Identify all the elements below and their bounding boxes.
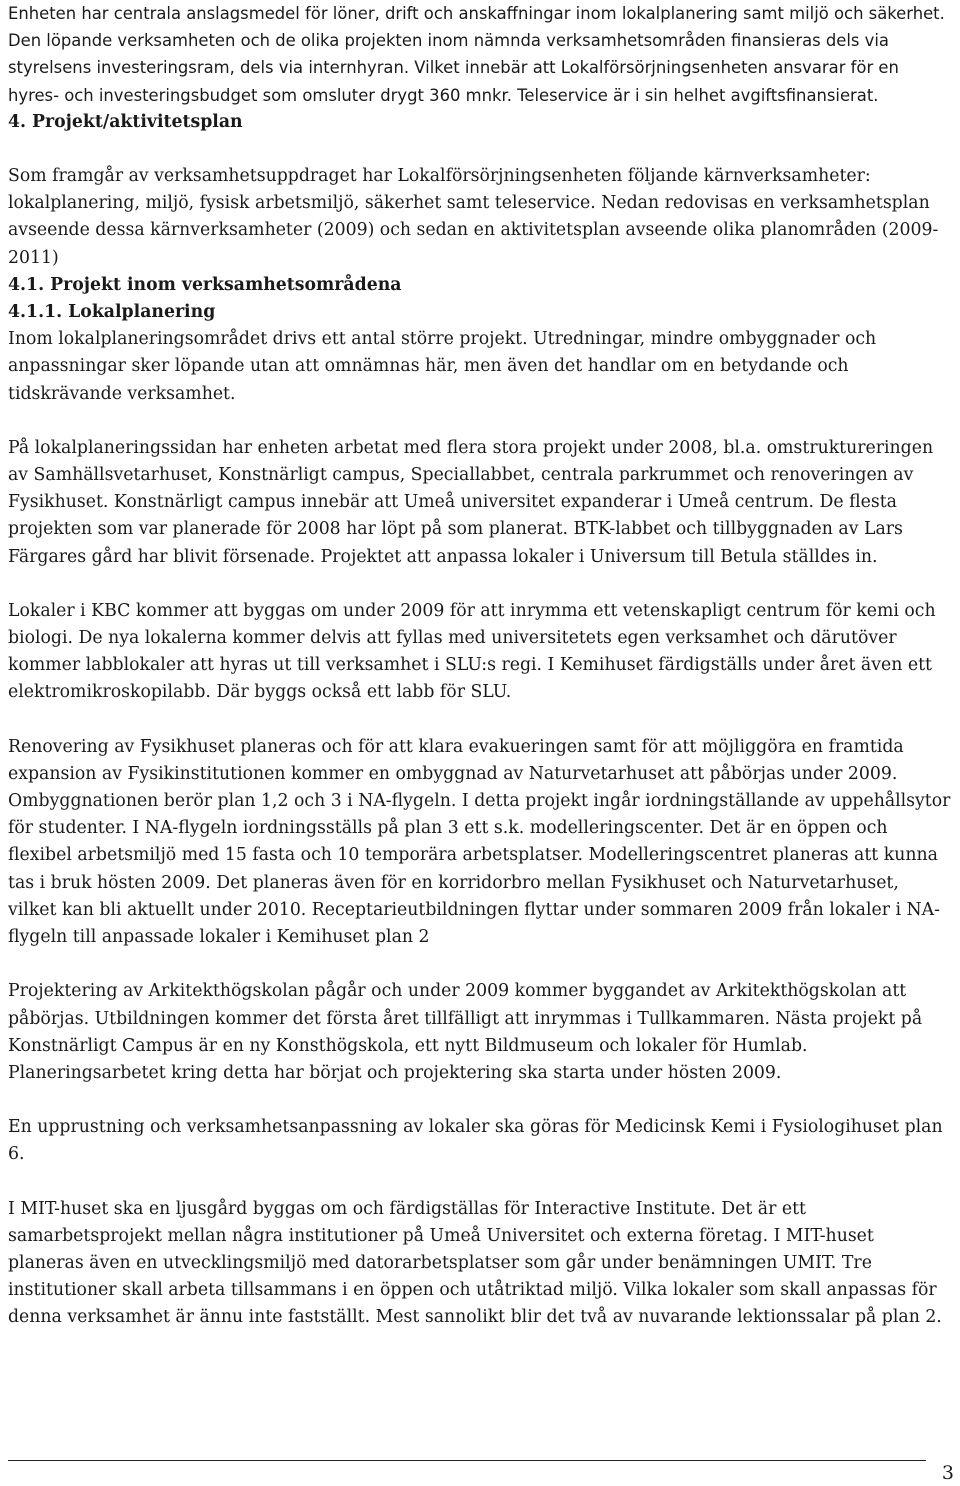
lokalplanering-paragraph-1: Inom lokalplaneringsområdet drivs ett antal större projekt. Utredningar, mindre ombyggnader och anpassningar sker löpande utan att omnämnas här, men även det handlar om en betydande och tidskrävande verksamhet. [8,329,877,404]
page-number: 3 [941,1462,954,1484]
lokalplanering-paragraph-5: Projektering av Arkitekthögskolan pågår och under 2009 kommer byggandet av Arkitekthögskolan att påbörjas. Utbildningen kommer det första året tillfälligt att inrymmas i Tullkammaren. Nästa projekt på Konstnärligt Campus är en ny Konsthögskola, ett nytt Bildmuseum och lokaler för Humlab. Planeringsarbetet kring detta har börjat och projektering ska starta under hösten 2009. [8,981,923,1083]
footer-rule [8,1460,926,1461]
lokalplanering-paragraph-7: I MIT-huset ska en ljusgård byggas om och färdigställas för Interactive Institute. Det är ett samarbetsprojekt mellan några institutioner på Umeå Universitet och externa företag. I MIT-huset planeras även en utvecklingsmiljö med datorarbetsplatser som går under benämningen UMIT. Tre institutioner skall arbeta tillsammans i en öppen och utåtriktad miljö. Vilka lokaler som skall anpassas för denna verksamhet är ännu inte fastställt. Mest sannolikt blir det två av nuvarande lektionssalar på plan 2. [8,1198,942,1328]
section-4-text: Som framgår av verksamhetsuppdraget har Lokalförsörjningsenheten följande kärnverksamheter: lokalplanering, miljö, fysisk arbetsmiljö, säkerhet samt teleservice. Nedan redovisas en verksamhetsplan avseende dessa kärnverksamheter (2009) och sedan en aktivitetsplan avseende olika planområden (2009-2011) [8,166,939,268]
section-4-heading: 4. Projekt/aktivitetsplan [8,111,243,132]
intro-text-2: Vilket innebär att Lokalförsörjningsenheten ansvarar för en hyres- och investeringsbudget som omsluter drygt 360 mnkr. Teleservice är i sin helhet avgiftsfinansierat. [8,58,899,105]
lokalplanering-paragraph-3: Lokaler i KBC kommer att byggas om under 2009 för att inrymma ett vetenskapligt centrum för kemi och biologi. De nya lokalerna kommer delvis att fyllas med universitetets egen verksamhet och därutöver kommer labblokaler att hyras ut till verksamhet i SLU:s regi. I Kemihuset färdigställs under året även ett elektromikroskopilabb. Där byggs också ett labb för SLU. [8,600,936,703]
lokalplanering-paragraph-6: En upprustning och verksamhetsanpassning av lokaler ska göras för Medicinsk Kemi i Fysiologihuset plan 6. [8,1117,943,1165]
intro-text-1: Enheten har centrala anslagsmedel för löner, drift och anskaffningar inom lokalplanering samt miljö och säkerhet. Den löpande verksamheten och de olika projekten inom nämnda verksamhetsområden finansieras dels via styrelsens investeringsram, dels via internhyran. [8,4,945,78]
lokalplanering-paragraph-4: Renovering av Fysikhuset planeras och för att klara evakueringen samt för att möjliggöra en framtida expansion av Fysikinstitutionen kommer en ombyggnad av Naturvetarhuset att påbörjas under 2009. Ombyggnationen berör plan 1,2 och 3 i NA-flygeln. I detta projekt ingår iordningställande av uppehållsytor för studenter. I NA-flygeln iordningsställs på plan 3 ett s.k. modelleringscenter. Det är en öppen och flexibel arbetsmiljö med 15 fasta och 10 temporära arbetsplatser. Modelleringscentret planeras att kunna tas i bruk hösten 2009. Det planeras även för en korridorbro mellan Fysikhuset och Naturvetarhuset, vilket kan bli aktuellt under 2010. Receptarieutbildningen flyttar under sommaren 2009 från lokaler i NA-flygeln till anpassade lokaler i Kemihuset plan 2 [8,736,951,948]
section-4-1-1-heading: 4.1.1. Lokalplanering [8,302,216,323]
lokalplanering-paragraph-2: På lokalplaneringssidan har enheten arbetat med flera stora projekt under 2008, bl.a. omstruktureringen av Samhällsvetarhuset, Konstnärligt campus, Speciallabbet, centrala parkrummet och renoveringen av Fysikhuset. Konstnärligt campus innebär att Umeå universitet expanderar i Umeå centrum. De flesta projekten som var planerade för 2008 har löpt på som planerat. BTK-labbet och tillbyggnaden av Lars Färgares gård har blivit försenade. Projektet att anpassa lokaler i Universum till Betula ställdes in. [8,437,934,567]
page-content [8,0,952,1332]
section-4-1-heading: 4.1. Projekt inom verksamhetsområdena [8,274,402,295]
intro-paragraph [8,0,952,109]
